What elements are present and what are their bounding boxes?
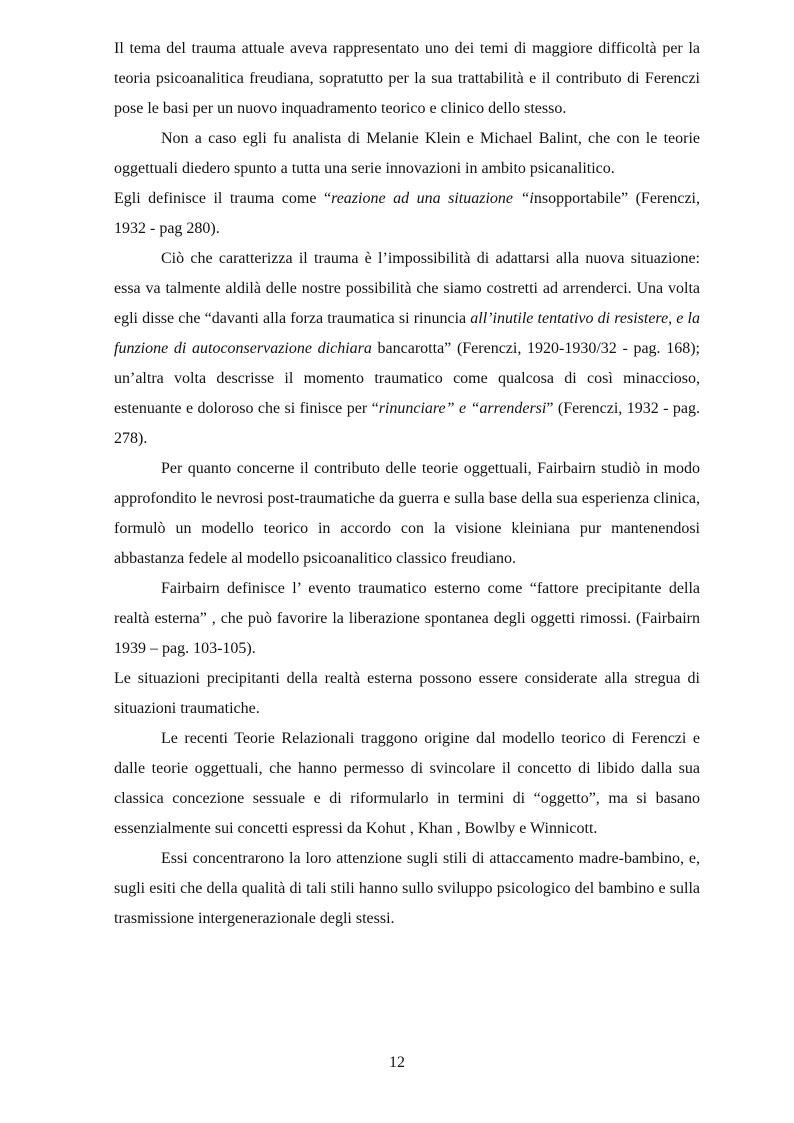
paragraph	[114, 664, 700, 724]
page-number: 12	[389, 1054, 405, 1071]
text-run: bancarotta” (Ferenczi, 1920-1930/32 - pag. 168); un’altra volta descrisse il momento traumatico come qualcosa di così minaccioso, estenuante e doloroso che si finisce per “	[114, 340, 701, 417]
paragraph	[114, 724, 700, 844]
text-run: Egli definisce il trauma come “	[114, 190, 332, 207]
italic-quote: reazione ad una situazione “i	[331, 190, 534, 207]
document-body	[114, 34, 700, 934]
italic-quote: rinunciare” e “arrendersi	[378, 400, 547, 417]
text-run: Non a caso egli fu analista di Melanie Klein e Michael Balint, che con le teorie oggettuali diedero spunto a tutta una serie innovazioni in ambito psicanalitico.	[114, 130, 700, 177]
text-run: nsopportabile” (Ferenczi, 1932 - pag 280).	[114, 190, 700, 237]
paragraph	[114, 34, 700, 124]
paragraph	[114, 124, 700, 184]
text-run: Fairbairn definisce l’ evento traumatico esterno come “fattore precipitante della realtà esterna” , che può favorire la liberazione spontanea degli oggetti rimossi. (Fairbairn 1939 – pag. 103-105).	[114, 580, 700, 657]
text-run: Il tema del trauma attuale aveva rappresentato uno dei temi di maggiore difficoltà per la teoria psicoanalitica freudiana, sopratutto per la sua trattabilità e il contributo di Ferenczi pose le basi per un nuovo inquadramento teorico e clinico dello stesso.	[114, 40, 700, 117]
text-run: Le situazioni precipitanti della realtà esterna possono essere considerate alla stregua di situazioni traumatiche.	[114, 670, 700, 717]
text-run: Per quanto concerne il contributo delle teorie oggettuali, Fairbairn studiò in modo approfondito le nevrosi post-traumatiche da guerra e sulla base della sua esperienza clinica, formulò un modello teorico in accordo con la visione kleiniana pur mantenendosi abbastanza fedele al modello psicoanalitico classico freudiano.	[114, 460, 700, 567]
paragraph	[114, 574, 700, 664]
text-run: Essi concentrarono la loro attenzione sugli stili di attaccamento madre-bambino, e, sugli esiti che della qualità di tali stili hanno sullo sviluppo psicologico del bambino e sulla trasmissione intergenerazionale degli stessi.	[114, 850, 700, 927]
text-run: ” (Ferenczi, 1932 - pag. 278).	[114, 400, 701, 447]
paragraph	[114, 844, 700, 934]
text-run: Ciò che caratterizza il trauma è l’impossibilità di adattarsi alla nuova situazione: essa va talmente aldilà delle nostre possibilità che siamo costretti ad arrenderci. Una volta egli disse che “davanti alla forza traumatica si rinuncia	[114, 250, 700, 327]
italic-quote: all’inutile tentativo di resistere, e la funzione di autoconservazione dichiara	[114, 310, 701, 357]
paragraph	[114, 184, 700, 244]
text-run: Le recenti Teorie Relazionali traggono origine dal modello teorico di Ferenczi e dalle teorie oggettuali, che hanno permesso di svincolare il concetto di libido dalla sua classica concezione sessuale e di riformularlo in termini di “oggetto”, ma si basano essenzialmente sui concetti espressi da Kohut , Khan , Bowlby e Winnicott.	[114, 730, 700, 837]
paragraph	[114, 244, 700, 454]
paragraph	[114, 454, 700, 574]
